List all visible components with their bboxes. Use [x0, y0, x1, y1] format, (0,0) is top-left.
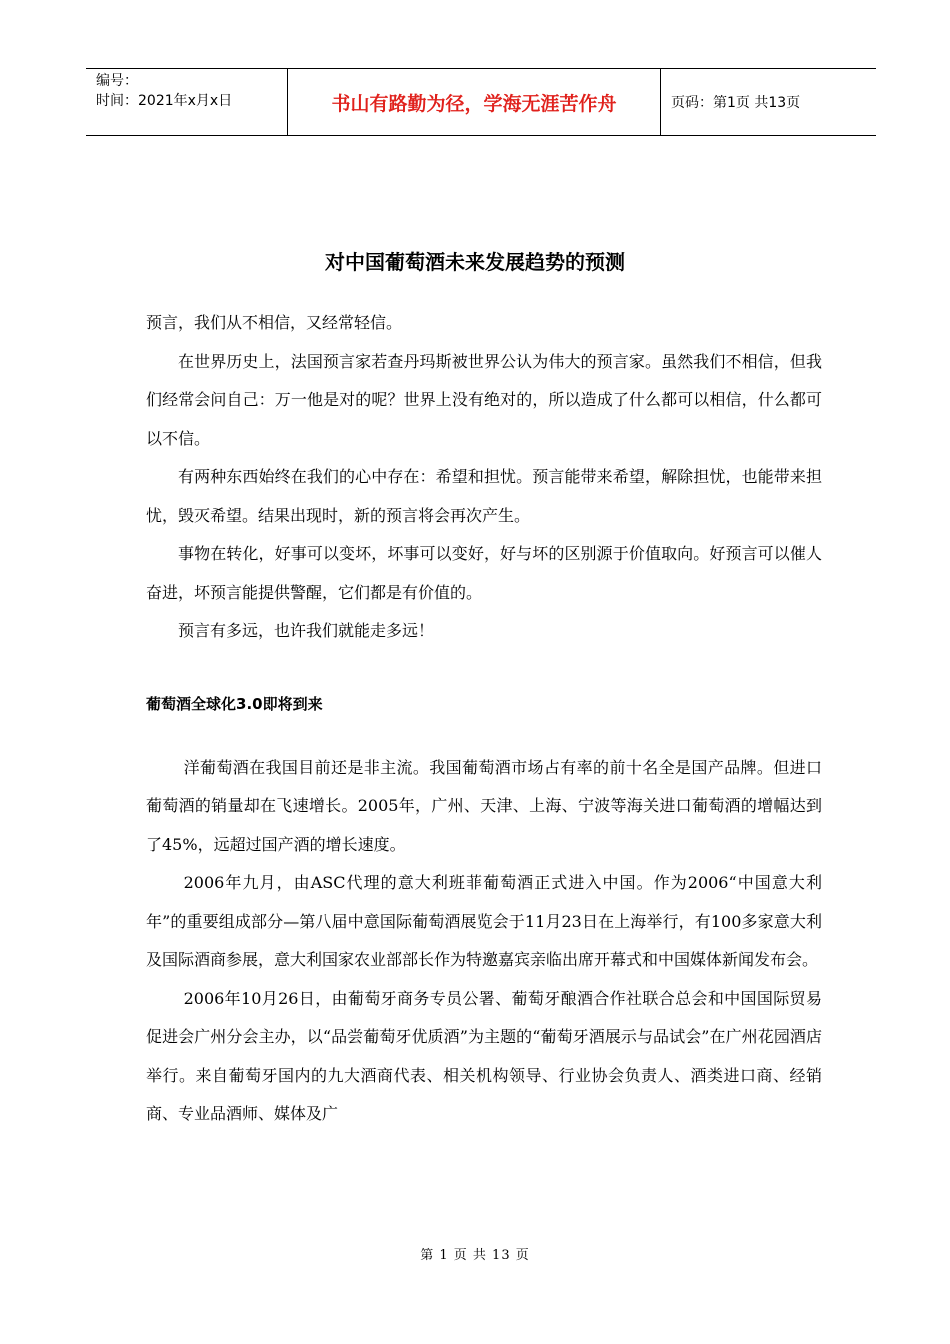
header-page-info: 页码：第1页 共13页: [671, 95, 801, 111]
section-paragraph-1: 2006年九月，由ASC代理的意大利班菲葡萄酒正式进入中国。作为2006“中国意大利年”的重要组成部分—第八届中意国际葡萄酒展览会于11月23日在上海举行，有100多家意大利及国际酒商参展，意大利国家农业部部长作为特邀嘉宾亲临出席开幕式和中国媒体新闻发布会。: [146, 873, 822, 969]
intro-paragraph-2: 有两种东西始终在我们的心中存在：希望和担忧。预言能带来希望，解除担忧，也能带来担忧，毁灭希望。结果出现时，新的预言将会再次产生。: [146, 467, 822, 525]
document-title: 对中国葡萄酒未来发展趋势的预测: [325, 250, 625, 274]
header-table: [86, 68, 876, 136]
spacer: [146, 723, 822, 749]
document-number-label: 编号：: [96, 73, 138, 89]
section-paragraph-0: 洋葡萄酒在我国目前还是非主流。我国葡萄酒市场占有率的前十名全是国产品牌。但进口葡萄酒的销量却在飞速增长。2005年，广州、天津、上海、宁波等海关进口葡萄酒的增幅达到了45%，远超过国产酒的增长速度。: [146, 757, 822, 854]
document-body: [146, 304, 822, 1134]
intro-paragraph-0: 预言，我们从不相信，又经常轻信。: [146, 313, 403, 332]
intro-paragraph-4: 预言有多远，也许我们就能走多远！: [178, 621, 435, 640]
document-time-label: 时间：2021年x月x日: [96, 93, 233, 109]
header-motto: 书山有路勤为径，学海无涯苦作舟: [288, 69, 661, 135]
spacer: [146, 651, 822, 685]
section-heading: 葡萄酒全球化3.0即将到来: [146, 694, 323, 713]
section-paragraph-2: 2006年10月26日，由葡萄牙商务专员公署、葡萄牙酿酒合作社联合总会和中国国际贸易促进会广州分会主办，以“品尝葡萄牙优质酒”为主题的“葡萄牙酒展示与品试会”在广州花园酒店举行。来自葡萄牙国内的九大酒商代表、相关机构领导、行业协会负责人、酒类进口商、经销商、专业品酒师、媒体及广: [146, 988, 822, 1123]
header-meta-cell: [86, 69, 288, 135]
intro-paragraph-3: 事物在转化，好事可以变坏，坏事可以变好，好与坏的区别源于价值取向。好预言可以催人奋进，坏预言能提供警醒，它们都是有价值的。: [146, 544, 822, 602]
intro-paragraph-1: 在世界历史上，法国预言家若查丹玛斯被世界公认为伟大的预言家。虽然我们不相信，但我们经常会问自己：万一他是对的呢？世界上没有绝对的，所以造成了什么都可以相信，什么都可以不信。: [146, 351, 822, 448]
page-footer: 第 1 页 共 13 页: [420, 1248, 530, 1263]
